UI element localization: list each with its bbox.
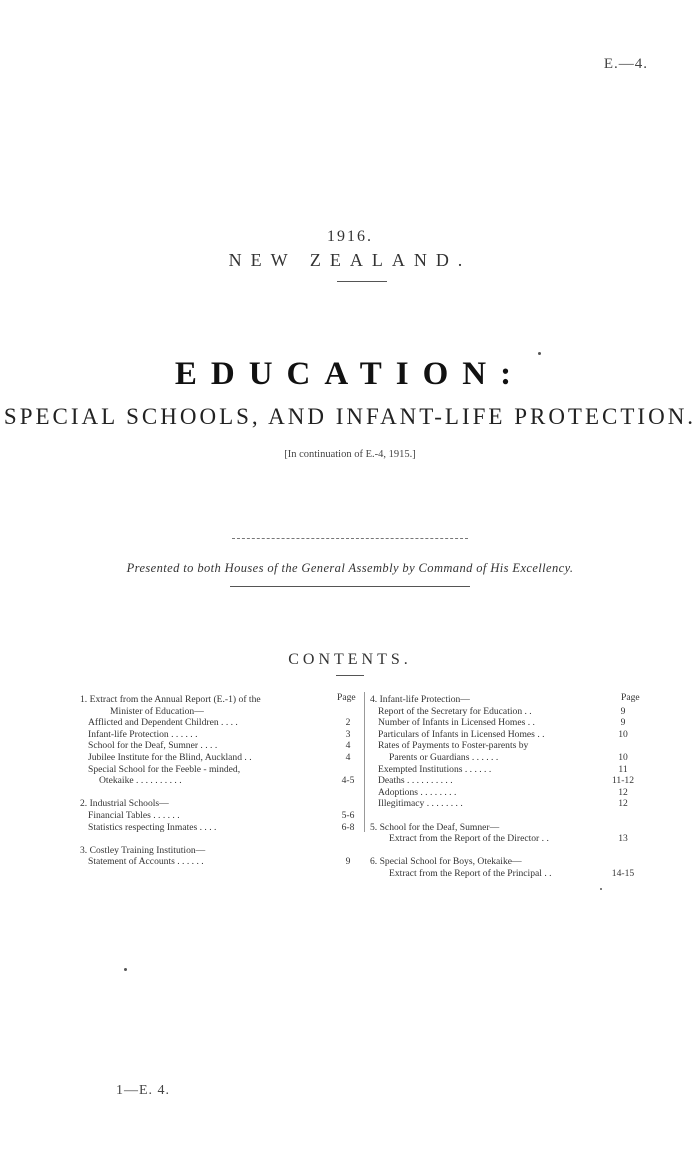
- contents-entry-title: Statement of Accounts . . . . . .: [88, 856, 204, 868]
- country-heading: NEW ZEALAND.: [228, 250, 472, 270]
- contents-entry: [370, 867, 635, 880]
- contents-entry: [80, 845, 356, 857]
- contents-entry: [80, 833, 356, 845]
- contents-entry: [80, 740, 356, 752]
- contents-entry-title: School for the Deaf, Sumner . . . .: [88, 740, 218, 752]
- print-speck: [600, 888, 602, 890]
- presentation-note: Presented to both Houses of the General Assembly by Command of His Excellency.: [126, 561, 574, 575]
- contents-entry-page: 11: [618, 763, 628, 775]
- print-speck: [538, 352, 541, 355]
- contents-entry: [80, 856, 356, 868]
- contents-entry-page: 10: [618, 728, 628, 740]
- contents-entry: [370, 787, 628, 799]
- contents-entry-title: Extract from the Report of the Principal . .: [389, 867, 552, 879]
- contents-entry-page: 5-6: [341, 809, 355, 821]
- contents-entry: [370, 856, 628, 868]
- continuation-note: [In continuation of E.-4, 1915.]: [284, 449, 416, 460]
- contents-entry: [80, 787, 356, 799]
- contents-entry-page: 12: [618, 798, 628, 810]
- report-year: 1916.: [327, 228, 373, 245]
- contents-entry-title: Parents or Guardians . . . . . .: [389, 751, 499, 763]
- document-reference: E.—4.: [603, 56, 648, 72]
- contents-entry: [370, 798, 628, 810]
- contents-entry-title: 1. Extract from the Annual Report (E.-1) of the: [80, 694, 261, 705]
- contents-entry: [370, 764, 628, 776]
- contents-entry-title: Extract from the Report of the Director . .: [389, 833, 549, 845]
- print-speck: [124, 968, 127, 971]
- page-title: EDUCATION:: [174, 356, 526, 392]
- contents-entry-title: Minister of Education—: [110, 705, 204, 717]
- divider: [336, 675, 364, 676]
- contents-entry-page: 9: [620, 717, 626, 729]
- contents-heading: CONTENTS.: [288, 651, 412, 668]
- contents-entry-title: Particulars of Infants in Licensed Homes . .: [378, 728, 545, 740]
- contents-entry-title: Financial Tables . . . . . .: [88, 809, 180, 821]
- contents-entry-title: Statistics respecting Inmates . . . .: [88, 821, 217, 833]
- contents-entry-page: 9: [345, 856, 351, 868]
- contents-entry: [370, 833, 628, 845]
- contents-entry-title: Adoptions . . . . . . . .: [378, 786, 457, 798]
- contents-entry: [370, 717, 628, 729]
- contents-entry: [370, 706, 628, 718]
- divider: [230, 586, 470, 587]
- contents-entry: [80, 729, 356, 741]
- contents-entry-title: 4. Infant-life Protection—: [370, 694, 470, 705]
- contents-entry-title: Afflicted and Dependent Children . . . .: [88, 717, 238, 729]
- contents-entry-page: 3: [345, 728, 351, 740]
- divider: [337, 281, 387, 282]
- page-subtitle: SPECIAL SCHOOLS, AND INFANT-LIFE PROTECTION.: [3, 404, 697, 429]
- contents-entry-page: 9: [620, 705, 626, 717]
- contents-entry: [370, 810, 628, 822]
- divider: [232, 538, 468, 539]
- page-signature: 1—E. 4.: [116, 1083, 171, 1098]
- contents-entry-page: 11-12: [611, 775, 635, 787]
- contents-entry-page: 4: [345, 740, 351, 752]
- contents-entry-title: Special School for the Feeble - minded,: [88, 763, 241, 775]
- contents-entry: [370, 694, 628, 706]
- page-column-header: Page: [337, 692, 356, 703]
- contents-entry-title: Illegitimacy . . . . . . . .: [378, 798, 463, 810]
- contents-entry-title: Exempted Institutions . . . . . .: [378, 763, 492, 775]
- contents-entry-title: 3. Costley Training Institution—: [80, 844, 206, 856]
- contents-entry: [80, 717, 356, 729]
- contents-entry-title: Jubilee Institute for the Blind, Auckland . .: [88, 751, 252, 763]
- contents-entry-page: 4-5: [341, 775, 355, 787]
- contents-entry-title: Report of the Secretary for Education . .: [378, 705, 532, 717]
- contents-entry: [80, 775, 356, 787]
- contents-entry: [80, 764, 356, 776]
- contents-entry: [370, 729, 628, 741]
- contents-left-column: [80, 694, 356, 868]
- contents-entry-page: 14-15: [611, 867, 635, 879]
- page-column-header: Page: [621, 692, 640, 703]
- contents-entry-page: 13: [618, 833, 628, 845]
- contents-entry-page: 6-8: [341, 821, 355, 833]
- contents-entry: [80, 810, 356, 822]
- contents-entry-page: 4: [345, 751, 351, 763]
- contents-entry-page: 12: [618, 786, 628, 798]
- contents-entry-title: Infant-life Protection . . . . . .: [88, 728, 198, 740]
- contents-entry: [80, 822, 356, 834]
- contents-entry: [370, 775, 635, 787]
- contents-entry: [370, 740, 628, 752]
- contents-entry: [80, 798, 356, 810]
- contents-entry-title: 2. Industrial Schools—: [80, 798, 169, 810]
- contents-entry-page: 10: [618, 751, 628, 763]
- contents-entry: [80, 706, 356, 718]
- contents-entry: [80, 752, 356, 764]
- contents-entry-title: 5. School for the Deaf, Sumner—: [370, 821, 500, 833]
- contents-entry-title: Rates of Payments to Foster-parents by: [378, 740, 529, 752]
- contents-entry-title: 6. Special School for Boys, Otekaike—: [370, 856, 522, 868]
- contents-entry: [370, 752, 628, 764]
- contents-entry-title: Deaths . . . . . . . . . .: [378, 775, 453, 787]
- contents-entry: [80, 694, 356, 706]
- contents-entry-title: Number of Infants in Licensed Homes . .: [378, 717, 535, 729]
- contents-entry: [370, 822, 628, 834]
- column-divider: [364, 692, 365, 832]
- contents-entry-title: Otekaike . . . . . . . . . .: [99, 775, 182, 787]
- contents-entry: [370, 845, 628, 857]
- contents-entry-page: 2: [345, 717, 351, 729]
